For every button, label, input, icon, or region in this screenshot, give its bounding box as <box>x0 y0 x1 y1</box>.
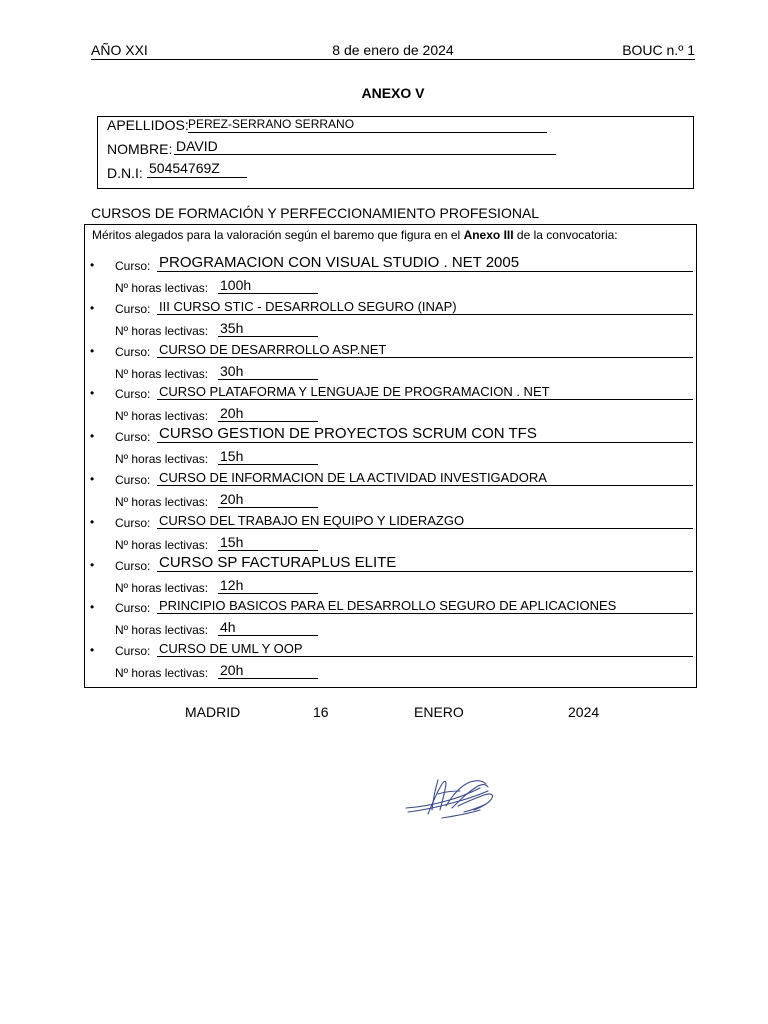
hours-field[interactable] <box>218 618 318 636</box>
hours-value: 20h <box>220 491 244 507</box>
course-name-field[interactable] <box>157 298 693 315</box>
nombre-label: NOMBRE: <box>107 141 173 157</box>
footer-month: ENERO <box>414 704 464 720</box>
courses-box <box>84 224 697 688</box>
course-label: Curso: <box>115 344 151 359</box>
hours-field[interactable] <box>218 404 318 422</box>
hours-value: 4h <box>220 619 236 636</box>
hours-label: Nº horas lectivas: <box>115 495 209 509</box>
course-item <box>85 298 696 341</box>
course-item <box>85 341 696 384</box>
course-name: PRINCIPIO BASICOS PARA EL DESARROLLO SEGURO DE APLICACIONES <box>159 598 617 614</box>
course-label: Curso: <box>115 387 151 402</box>
hours-field[interactable] <box>218 576 318 594</box>
bulletin-number: BOUC n.º 1 <box>622 42 695 58</box>
hours-label: Nº horas lectivas: <box>115 452 209 467</box>
nombre-field[interactable]: DAVID <box>174 138 556 155</box>
intro-text-end: de la convocatoria: <box>513 228 618 242</box>
course-label: Curso: <box>115 473 151 487</box>
bullet-icon: • <box>90 600 95 615</box>
hours-label: Nº horas lectivas: <box>115 323 209 338</box>
bullet-icon: • <box>90 514 95 529</box>
footer-city: MADRID <box>185 704 241 720</box>
bullet-icon: • <box>90 386 95 401</box>
annex-title: ANEXO V <box>361 85 425 101</box>
hours-value: 20h <box>220 662 244 679</box>
intro-annex-ref: Anexo III <box>463 228 514 242</box>
course-item <box>85 555 696 598</box>
section-title: CURSOS DE FORMACIÓN Y PERFECCIONAMIENTO PROFESIONAL <box>91 205 540 221</box>
hours-label: Nº horas lectivas: <box>115 366 209 381</box>
identity-box <box>97 116 694 189</box>
apellidos-label: APELLIDOS: <box>107 117 189 133</box>
hours-label: Nº horas lectivas: <box>115 409 209 424</box>
course-name: CURSO GESTION DE PROYECTOS SCRUM CON TFS <box>159 426 537 443</box>
hours-label: Nº horas lectivas: <box>115 537 209 552</box>
course-name-field[interactable] <box>157 426 693 443</box>
volume-label: AÑO XXI <box>91 42 148 58</box>
course-name-field[interactable] <box>157 341 693 358</box>
course-name-field[interactable] <box>157 255 693 272</box>
bullet-icon: • <box>90 557 95 572</box>
bullet-icon: • <box>90 472 95 486</box>
signature-mark <box>402 774 497 822</box>
course-label: Curso: <box>115 430 151 445</box>
course-label: Curso: <box>115 515 151 530</box>
course-name: CURSO DE DESARRROLLO ASP.NET <box>159 341 387 357</box>
course-name-field[interactable] <box>157 597 693 614</box>
hours-label: Nº horas lectivas: <box>115 623 209 638</box>
footer-day: 16 <box>313 704 329 720</box>
course-name: CURSO DE INFORMACION DE LA ACTIVIDAD INVESTIGADORA <box>159 470 547 485</box>
hours-value: 15h <box>220 448 244 465</box>
hours-field[interactable] <box>218 447 318 465</box>
hours-field[interactable] <box>218 490 318 508</box>
course-item <box>85 383 696 426</box>
bullet-icon: • <box>90 300 95 315</box>
course-name: CURSO PLATAFORMA Y LENGUAJE DE PROGRAMACION . NET <box>159 384 550 400</box>
course-label: Curso: <box>115 259 151 273</box>
hours-value: 20h <box>220 405 244 422</box>
hours-value: 12h <box>220 576 244 593</box>
hours-label: Nº horas lectivas: <box>115 281 209 295</box>
bullet-icon: • <box>90 643 95 658</box>
course-item <box>85 255 696 298</box>
course-label: Curso: <box>115 301 151 316</box>
intro-text: Méritos alegados para la valoración según el baremo que figura en el <box>92 228 464 242</box>
course-name: CURSO SP FACTURAPLUS ELITE <box>159 554 397 571</box>
hours-label: Nº horas lectivas: <box>115 580 209 595</box>
course-item <box>85 512 696 555</box>
footer-year: 2024 <box>568 704 600 720</box>
hours-field[interactable] <box>218 661 318 679</box>
course-name-field[interactable] <box>157 640 693 657</box>
courses-intro <box>92 228 618 242</box>
course-item <box>85 597 696 640</box>
course-label: Curso: <box>115 644 151 659</box>
hours-field[interactable] <box>218 319 318 337</box>
hours-value: 30h <box>220 362 244 379</box>
course-name-field[interactable] <box>157 383 693 400</box>
course-name: III CURSO STIC - DESARROLLO SEGURO (INAP) <box>159 298 457 314</box>
course-name-field[interactable] <box>157 469 693 486</box>
course-name-field[interactable] <box>157 555 693 572</box>
page-header <box>91 42 695 60</box>
dni-field[interactable]: 50454769Z <box>147 160 247 178</box>
header-date: 8 de enero de 2024 <box>332 42 454 58</box>
hours-field[interactable] <box>218 362 318 380</box>
course-item <box>85 469 696 512</box>
course-item <box>85 426 696 469</box>
hours-field[interactable] <box>218 276 318 294</box>
hours-value: 100h <box>220 277 252 293</box>
course-name: CURSO DEL TRABAJO EN EQUIPO Y LIDERAZGO <box>159 512 465 528</box>
course-name-field[interactable] <box>157 512 693 529</box>
hours-field[interactable] <box>218 533 318 551</box>
bullet-icon: • <box>90 258 95 272</box>
hours-value: 15h <box>220 533 244 550</box>
course-item <box>85 640 696 683</box>
apellidos-field[interactable]: PEREZ-SERRANO SERRANO <box>188 117 547 133</box>
hours-label: Nº horas lectivas: <box>115 666 209 681</box>
hours-value: 35h <box>220 319 244 336</box>
bullet-icon: • <box>90 429 95 444</box>
signature <box>402 774 497 827</box>
course-label: Curso: <box>115 558 151 573</box>
course-name: CURSO DE UML Y OOP <box>159 641 303 657</box>
course-label: Curso: <box>115 601 151 616</box>
course-name: PROGRAMACION CON VISUAL STUDIO . NET 2005 <box>159 255 520 271</box>
bullet-icon: • <box>90 343 95 358</box>
dni-label: D.N.I: <box>107 165 143 181</box>
